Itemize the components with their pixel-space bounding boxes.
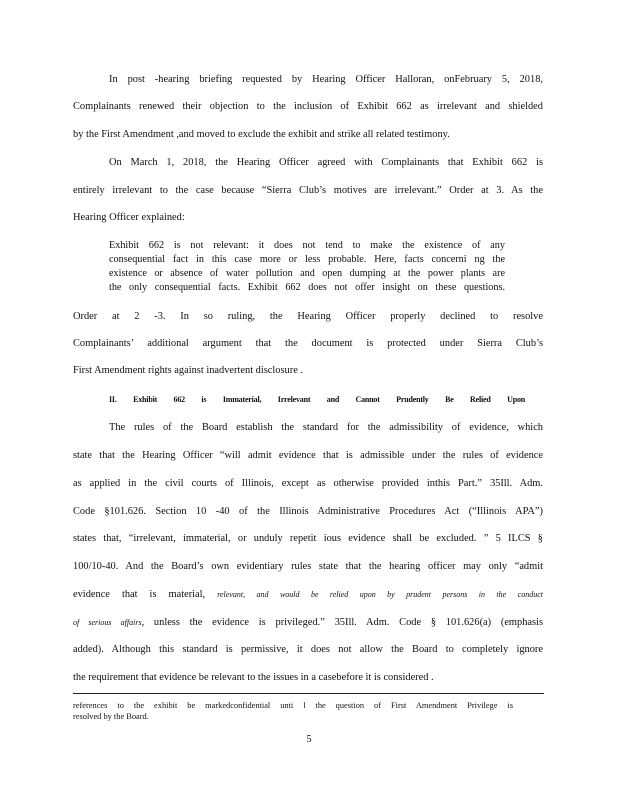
paragraph-4-line-3: as applied in the civil courts of Illinois, except as otherwise provided inthis Part.” 35Ill. Adm.: [73, 478, 543, 489]
paragraph-4-line-8-text: , unless the evidence is privileged.” 35Ill. Adm. Code § 101.626(a) (emphasis: [141, 617, 543, 628]
emphasis-text: relevant, and would be relied upon by prudent persons in the conduct: [217, 590, 543, 599]
emphasis-text-continued: of serious affairs: [73, 618, 142, 627]
footnote-line-2: resolved by the Board.: [73, 712, 149, 721]
paragraph-1-line-1: In post -hearing briefing requested by Hearing Officer Halloran, onFebruary 5, 2018,: [109, 74, 543, 85]
paragraph-2-line-2: entirely irrelevant to the case because “Sierra Club’s motives are irrelevant.” Order at 3. As the: [73, 185, 543, 196]
paragraph-4-line-2: state that the Hearing Officer “will admit evidence that is admissible under the rules of evidence: [73, 450, 543, 461]
paragraph-4-line-5: states that, “irrelevant, immaterial, or unduly repetit ious evidence shall be excluded. ” 5 ILCS §: [73, 533, 543, 544]
paragraph-1-line-2: Complainants renewed their objection to the inclusion of Exhibit 662 as irrelevant and shielded: [73, 101, 543, 112]
paragraph-4-line-10: the requirement that evidence be relevant to the issues in a casebefore it is considered .: [73, 672, 434, 683]
paragraph-4-line-4: Code §101.626. Section 10 -40 of the Illinois Administrative Procedures Act (“Illinois APA”): [73, 506, 543, 517]
footnote-rule: [73, 693, 544, 694]
paragraph-1-line-3: by the First Amendment ,and moved to exclude the exhibit and strike all related testimony.: [73, 129, 450, 140]
paragraph-2-line-3: Hearing Officer explained:: [73, 212, 185, 223]
paragraph-2-line-1: On March 1, 2018, the Hearing Officer agreed with Complainants that Exhibit 662 is: [109, 157, 543, 168]
paragraph-4-line-9: added). Although this standard is permissive, it does not allow the Board to completely ignore: [73, 644, 543, 655]
paragraph-3-line-3: First Amendment rights against inadvertent disclosure .: [73, 365, 303, 376]
paragraph-4-line-8: [73, 616, 543, 630]
paragraph-4-line-1: The rules of the Board establish the standard for the admissibility of evidence, which: [109, 422, 543, 433]
section-heading: II. Exhibit 662 is Immaterial, Irrelevant and Cannot Prudently Be Relied Upon: [109, 395, 525, 404]
paragraph-3-line-1: Order at 2 -3. In so ruling, the Hearing Officer properly declined to resolve: [73, 311, 543, 322]
blockquote-line-1: Exhibit 662 is not relevant: it does not tend to make the existence of any: [109, 240, 505, 251]
page-number: 5: [306, 734, 312, 745]
blockquote-line-4: the only consequential facts. Exhibit 662 does not offer insight on these questions.: [109, 282, 505, 293]
paragraph-4-line-7: [73, 588, 543, 602]
paragraph-4-line-6: 100/10-40. And the Board’s own evidentiary rules state that the hearing officer may only “admit: [73, 561, 543, 572]
blockquote-line-2: consequential fact in this case more or less probable. Here, facts concerni ng the: [109, 254, 505, 265]
paragraph-4-line-7-text: evidence that is material,: [73, 589, 206, 600]
paragraph-3-line-2: Complainants’ additional argument that the document is protected under Sierra Club’s: [73, 338, 543, 349]
blockquote-line-3: existence or absence of water pollution and open dumping at the power plants are: [109, 268, 505, 279]
footnote-line-1: references to the exhibit be markedconfidential unti l the question of First Amendment Privilege is: [73, 701, 513, 710]
